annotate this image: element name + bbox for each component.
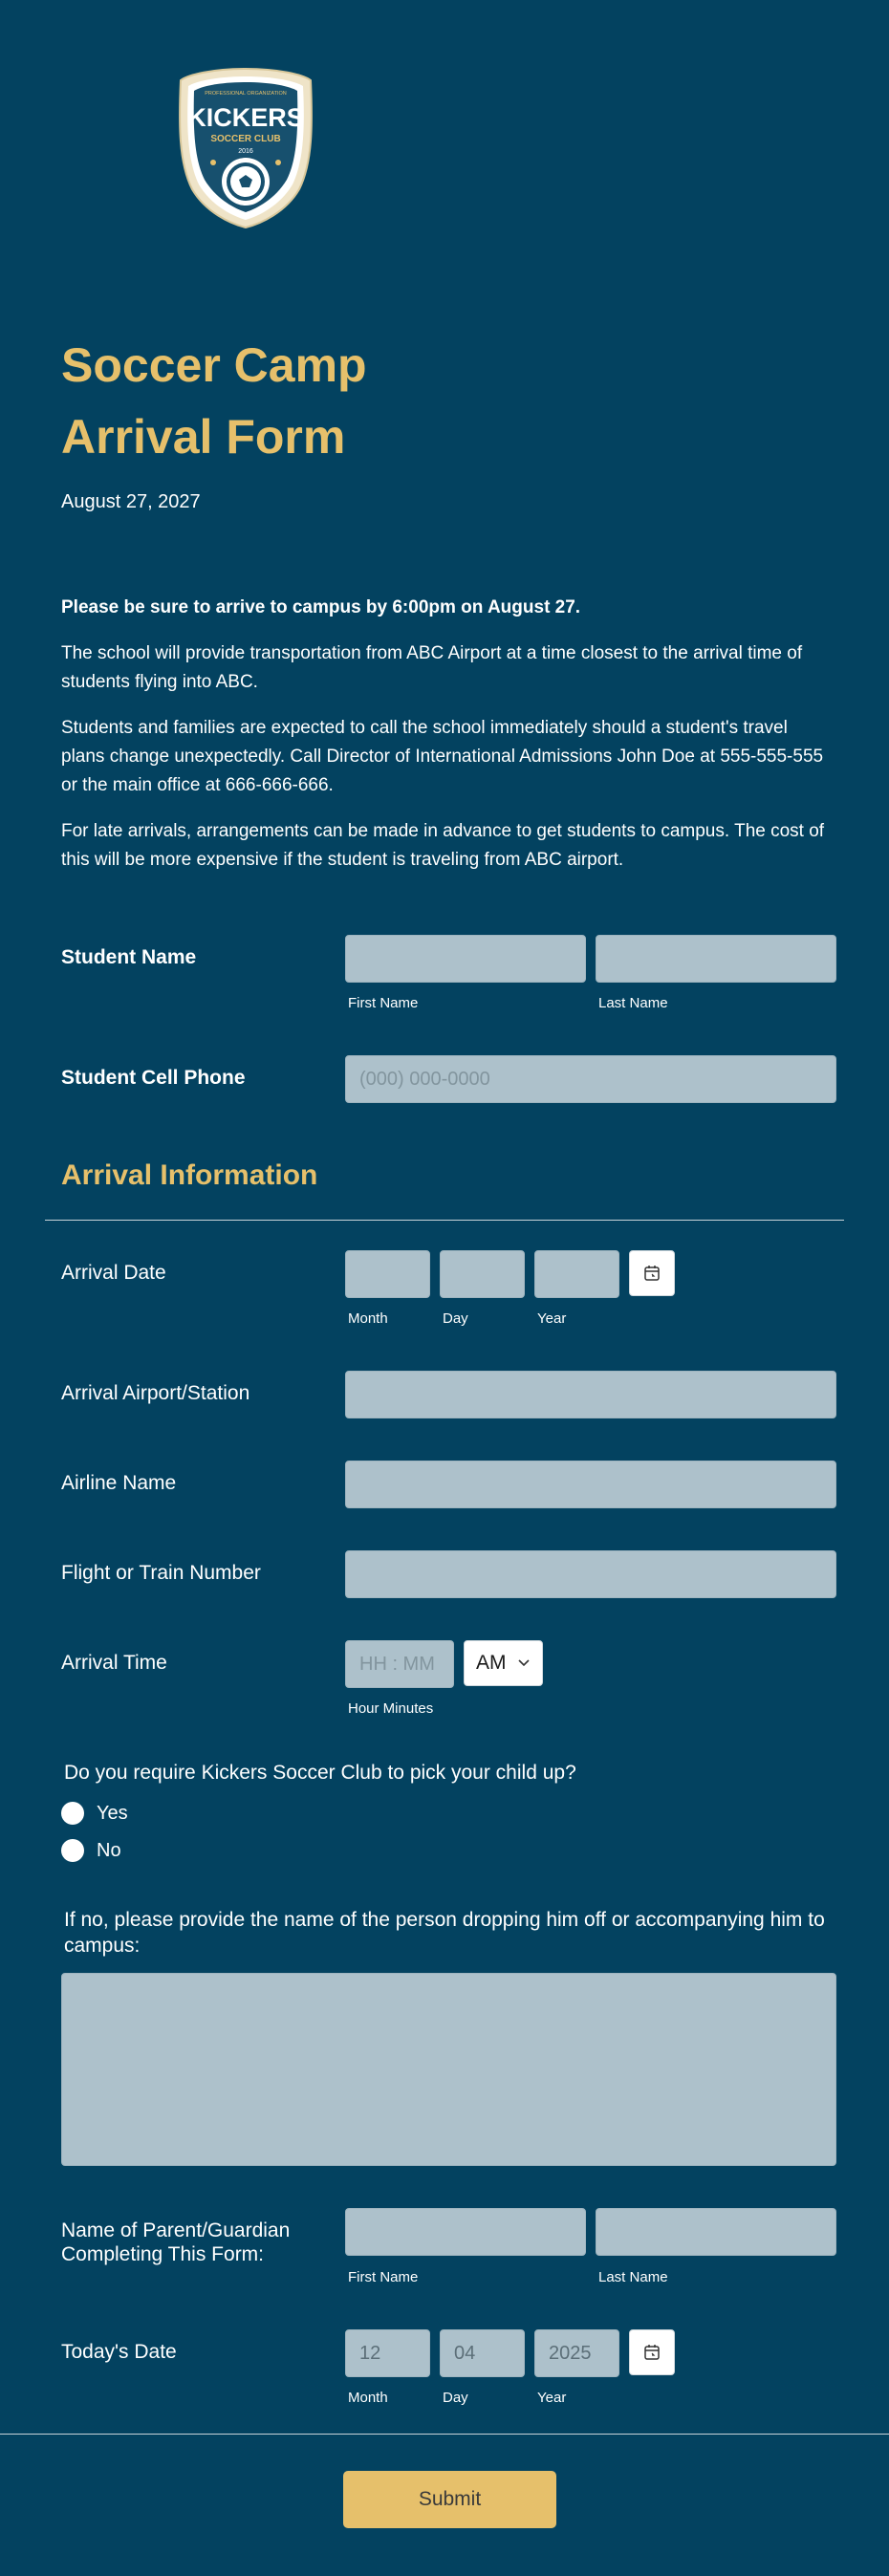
arrival-year-input[interactable]	[534, 1250, 619, 1298]
arrival-day-sublabel: Day	[443, 1310, 468, 1327]
student-first-name-sublabel: First Name	[348, 995, 419, 1011]
guardian-label-line2: Completing This Form:	[61, 2243, 265, 2265]
arrival-month-sublabel: Month	[348, 1310, 388, 1327]
form-date: August 27, 2027	[61, 491, 201, 512]
student-first-name-input[interactable]	[345, 935, 586, 983]
intro-paragraph-3: For late arrivals, arrangements can be made in advance to get students to campus. The cost of this will be more expensive if the student is traveling from ABC airport.	[61, 821, 825, 870]
flight-label: Flight or Train Number	[61, 1562, 261, 1584]
calendar-icon	[643, 2344, 661, 2361]
student-name-label: Student Name	[61, 946, 197, 968]
ampm-select[interactable]	[464, 1640, 543, 1686]
ampm-value: AM	[476, 1652, 507, 1674]
todays-day-input[interactable]	[440, 2329, 525, 2377]
todays-month-value: 12	[359, 2343, 381, 2364]
arrival-section-title: Arrival Information	[61, 1159, 318, 1191]
submit-button[interactable]: Submit	[343, 2471, 556, 2528]
student-phone-input[interactable]	[345, 1055, 836, 1103]
todays-date-label: Today's Date	[61, 2341, 177, 2363]
pickup-yes-label[interactable]: Yes	[97, 1803, 128, 1824]
dropoff-textarea[interactable]	[61, 1973, 836, 2166]
arrival-date-calendar-button[interactable]	[629, 1250, 675, 1296]
arrival-year-sublabel: Year	[537, 1310, 567, 1327]
guardian-first-name-input[interactable]	[345, 2208, 586, 2256]
section-divider	[45, 1220, 844, 1221]
form-title-line1: Soccer Camp	[61, 338, 367, 392]
kickers-soccer-club-logo	[175, 67, 316, 229]
pickup-yes-radio[interactable]	[61, 1802, 84, 1825]
arrival-month-input[interactable]	[345, 1250, 430, 1298]
form-title-line2: Arrival Form	[61, 410, 346, 464]
todays-day-value: 04	[454, 2343, 476, 2364]
todays-month-input[interactable]	[345, 2329, 430, 2377]
logo-top-text: PROFESSIONAL ORGANIZATION	[205, 91, 287, 97]
dropoff-question: If no, please provide the name of the person dropping him off or accompanying him to campus:	[64, 1909, 825, 1957]
chevron-down-icon	[518, 1659, 530, 1667]
arrival-time-sublabel: Hour Minutes	[348, 1700, 434, 1717]
intro-paragraph-2: Students and families are expected to call the school immediately should a student's travel plans change unexpectedly. Call Director of International Admissions John Doe at 555-555-555 or the main office at 666-666-666.	[61, 718, 824, 795]
logo-subtitle: SOCCER CLUB	[210, 134, 281, 144]
todays-year-sublabel: Year	[537, 2390, 567, 2406]
student-last-name-input[interactable]	[596, 935, 836, 983]
student-phone-placeholder: (000) 000-0000	[359, 1069, 490, 1090]
pickup-question: Do you require Kickers Soccer Club to pick your child up?	[64, 1762, 576, 1784]
student-phone-label: Student Cell Phone	[61, 1067, 246, 1089]
todays-year-value: 2025	[549, 2343, 592, 2364]
pickup-no-label[interactable]: No	[97, 1840, 121, 1861]
arrival-time-input[interactable]	[345, 1640, 454, 1688]
todays-month-sublabel: Month	[348, 2390, 388, 2406]
todays-date-calendar-button[interactable]	[629, 2329, 675, 2375]
logo-name: KICKERS	[187, 103, 304, 132]
airline-label: Airline Name	[61, 1472, 177, 1494]
airport-label: Arrival Airport/Station	[61, 1382, 250, 1404]
arrival-time-label: Arrival Time	[61, 1652, 167, 1674]
todays-day-sublabel: Day	[443, 2390, 468, 2406]
intro-paragraph-1: The school will provide transportation from ABC Airport at a time closest to the arrival time of students flying into ABC.	[61, 643, 803, 692]
guardian-last-name-input[interactable]	[596, 2208, 836, 2256]
arrival-notice: Please be sure to arrive to campus by 6:00pm on August 27.	[61, 597, 581, 617]
guardian-label-line1: Name of Parent/Guardian	[61, 2219, 291, 2241]
arrival-time-placeholder: HH : MM	[359, 1654, 435, 1675]
arrival-date-label: Arrival Date	[61, 1262, 166, 1284]
guardian-first-name-sublabel: First Name	[348, 2269, 419, 2285]
calendar-icon	[643, 1265, 661, 1282]
todays-year-input[interactable]	[534, 2329, 619, 2377]
student-last-name-sublabel: Last Name	[598, 995, 668, 1011]
flight-input[interactable]	[345, 1550, 836, 1598]
footer-divider	[0, 2434, 889, 2435]
airport-input[interactable]	[345, 1371, 836, 1418]
airline-input[interactable]	[345, 1461, 836, 1508]
logo-year: 2016	[238, 148, 253, 155]
pickup-no-radio[interactable]	[61, 1839, 84, 1862]
guardian-last-name-sublabel: Last Name	[598, 2269, 668, 2285]
arrival-day-input[interactable]	[440, 1250, 525, 1298]
